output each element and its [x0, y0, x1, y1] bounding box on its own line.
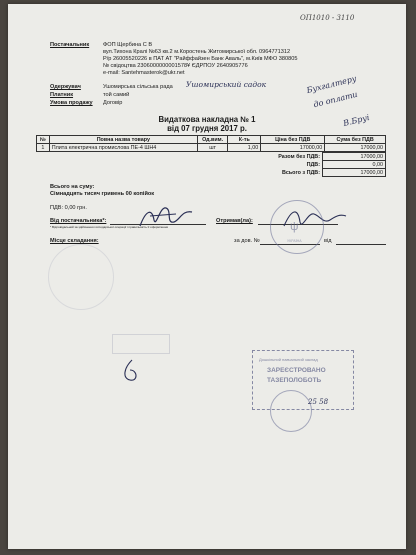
faint-rect-stamp-ghost	[112, 334, 170, 354]
sale-terms-label: Умова продажу	[50, 100, 93, 106]
sum-label: Всього на суму:	[50, 184, 95, 190]
from-label: від	[324, 238, 332, 244]
accountant-note-2: до оплати	[312, 89, 359, 110]
receiver-value: Ушомирська сільська рада	[103, 84, 173, 90]
lower-round-stamp	[270, 390, 312, 432]
cell-price: 17000,00	[261, 144, 325, 152]
receiver-round-stamp	[270, 200, 324, 254]
accountant-signature: В.Бруі	[342, 112, 371, 129]
total-value: 17000,00	[323, 153, 386, 161]
items-table	[36, 135, 386, 152]
supplier-certificate: № свідоцтва 2306000000001578¥ ЄДРПОУ 2640905776	[103, 63, 248, 69]
cell-unit: шт	[197, 144, 227, 152]
payer-label: Платник	[50, 92, 74, 98]
supplier-address: вул.Тихона Кралі №63 кв.2 м.Коростень Житомирської обл. 0964771312	[103, 49, 291, 55]
totals-row	[258, 161, 386, 169]
sum-words: Сімнадцять тисяч гривень 00 копійок	[50, 191, 155, 197]
supplier-label: Постачальник	[50, 42, 90, 48]
total-value: 0,00	[323, 161, 386, 169]
place-label: Місце складання:	[50, 238, 99, 244]
handwritten-mark	[120, 358, 142, 384]
faint-stamp-ghost	[48, 244, 114, 310]
corner-mark: ОП1010 - 3110	[300, 14, 355, 22]
supplier-email: e-mail: Santehmasterok@ukr.net	[103, 70, 185, 76]
table-row	[37, 144, 386, 152]
total-value: 17000,00	[323, 169, 386, 177]
cell-sum: 17000,00	[325, 144, 386, 152]
stamp-line-3: ТАЗЕПОЛОБОТЬ	[267, 377, 322, 384]
payer-value: той самий	[103, 92, 130, 98]
footnote: * Відповідальний за здійснення господарської операції і правильність її оформлення	[50, 225, 169, 229]
column-header: №	[37, 136, 50, 144]
cell-quantity: 1,00	[228, 144, 261, 152]
receiver-label: Одержувач	[50, 84, 81, 90]
stamp-text: УКРАЇНА	[287, 239, 302, 243]
invoice-title: Видаткова накладна № 1	[158, 115, 256, 124]
totals-row	[258, 169, 386, 177]
accountant-note-1: Бухгалтеру	[305, 73, 358, 96]
receiver-handwritten-note: Ушомирський садок	[186, 80, 267, 89]
cell-number: 1	[37, 144, 50, 152]
from-supplier-label: Від постачальника*:	[50, 218, 107, 224]
stamp-handwritten-number: 25 58	[308, 398, 329, 406]
column-header: К-ть	[228, 136, 261, 144]
supplier-signature	[136, 200, 196, 232]
total-label: ПДВ:	[306, 161, 320, 168]
supplier-name: ФОП Щербина С В	[103, 42, 153, 48]
trident-icon: ψ	[290, 219, 299, 233]
column-header: Ціна без ПДВ	[261, 136, 325, 144]
sale-terms-value: Договір	[103, 100, 123, 106]
received-label: Отримав(ла):	[216, 218, 253, 224]
table-header-row	[37, 136, 386, 144]
supplier-account: Р/р 26005520226 в ПАТ АТ "Райффайзен Банк Аваль", м.Київ МФО 380805	[103, 56, 298, 62]
invoice-sheet	[8, 4, 406, 549]
power-of-attorney-label: за дов. №	[234, 238, 260, 244]
stamp-line-1: Дошкільний навчальний заклад	[259, 357, 318, 362]
column-header: Од.вим.	[197, 136, 227, 144]
from-date-line	[336, 244, 386, 245]
column-header: Сума без ПДВ	[325, 136, 386, 144]
stamp-line-2: ЗАРЕЄСТРОВАНО	[267, 367, 326, 374]
invoice-date: від 07 грудня 2017 р.	[167, 124, 247, 133]
cell-product: Плита електрична промислова ПЕ-4 ШН4	[49, 144, 197, 152]
total-label: Разом без ПДВ:	[278, 153, 320, 160]
column-header: Повна назва товару	[49, 136, 197, 144]
totals-row	[258, 153, 386, 161]
totals-table	[258, 152, 386, 177]
vat-line: ПДВ: 0,00 грн.	[50, 205, 87, 211]
total-label: Всього з ПДВ:	[281, 169, 320, 176]
